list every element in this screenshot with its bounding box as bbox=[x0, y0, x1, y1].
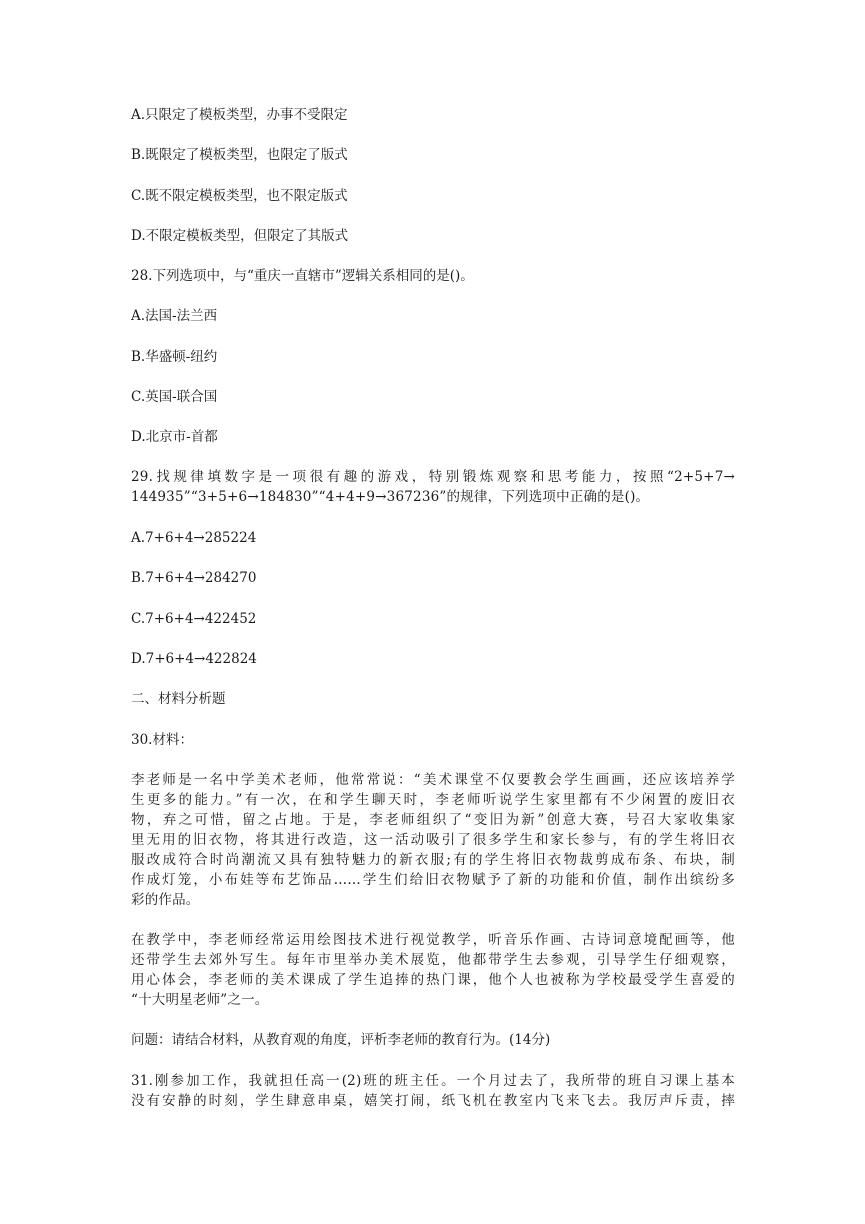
q28-option-c: C.英国-联合国 bbox=[131, 389, 218, 405]
q28-stem: 28.下列选项中，与“重庆一直辖市”逻辑关系相同的是()。 bbox=[131, 268, 474, 284]
paragraph-line: “十大明星老师”之一。 bbox=[131, 992, 269, 1008]
q28-option-a: A.法国-法兰西 bbox=[131, 308, 218, 324]
paragraph-line: 里无用的旧衣物，将其进行改造，这一活动吸引了很多学生和家长参与，有的学生将旧衣 bbox=[131, 832, 735, 848]
q31-stem bbox=[131, 1071, 735, 1111]
paragraph-line: 用心体会，李老师的美术课成了学生追捧的热门课，他个人也被称为学校最受学生喜爱的 bbox=[131, 972, 735, 988]
paragraph-line: 物，弃之可惜，留之占地。于是，李老师组织了“变旧为新”创意大赛，号召大家收集家 bbox=[131, 812, 735, 828]
q27-option-a: A.只限定了模板类型，办事不受限定 bbox=[131, 107, 348, 123]
paragraph-line: 没有安静的时刻，学生肆意串桌，嬉笑打闹，纸飞机在教室内飞来飞去。我厉声斥责，摔 bbox=[131, 1093, 735, 1109]
q30-question: 问题：请结合材料，从教育观的角度，评析李老师的教育行为。(14分) bbox=[131, 1032, 551, 1048]
paragraph-line: 李老师是一名中学美术老师，他常常说：“美术课堂不仅要教会学生画画，还应该培养学 bbox=[131, 772, 735, 788]
q29-option-a: A.7+6+4→285224 bbox=[131, 530, 257, 546]
section-title: 二、材料分析题 bbox=[131, 691, 226, 707]
q29-option-c: C.7+6+4→422452 bbox=[131, 611, 257, 627]
paragraph-line: 彩的作品。 bbox=[131, 892, 200, 908]
q29-option-b: B.7+6+4→284270 bbox=[131, 570, 257, 586]
q29-stem bbox=[131, 467, 735, 507]
q29-stem-line: 29.找规律填数字是一项很有趣的游戏，特别锻炼观察和思考能力，按照“2+5+7→ bbox=[131, 469, 735, 485]
paragraph-line: 31.刚参加工作，我就担任高一(2)班的班主任。一个月过去了，我所带的班自习课上基本 bbox=[131, 1073, 735, 1089]
q27-option-b: B.既限定了模板类型，也限定了版式 bbox=[131, 147, 348, 163]
q30-material-paragraph-2 bbox=[131, 930, 735, 1010]
paragraph-line: 服改成符合时尚潮流又具有独特魅力的新衣服;有的学生将旧衣物裁剪成布条、布块，制 bbox=[131, 852, 735, 868]
q29-option-d: D.7+6+4→422824 bbox=[131, 651, 257, 667]
q28-option-d: D.北京市-首都 bbox=[131, 429, 218, 445]
q27-option-d: D.不限定模板类型，但限定了其版式 bbox=[131, 228, 349, 244]
paragraph-line: 在教学中，李老师经常运用绘图技术进行视觉教学，听音乐作画、古诗词意境配画等，他 bbox=[131, 932, 735, 948]
q30-label: 30.材料： bbox=[131, 732, 193, 748]
q30-material-paragraph-1 bbox=[131, 770, 735, 910]
q27-option-c: C.既不限定模板类型，也不限定版式 bbox=[131, 188, 348, 204]
q29-stem-line: 144935”“3+5+6→184830”“4+4+9→367236”的规律，下列选项中正确的是()。 bbox=[131, 489, 650, 505]
paragraph-line: 还带学生去郊外写生。每年市里举办美术展览，他都带学生去参观，引导学生仔细观察， bbox=[131, 952, 735, 968]
paragraph-line: 生更多的能力。”有一次，在和学生聊天时，李老师听说学生家里都有不少闲置的废旧衣 bbox=[131, 792, 735, 808]
q28-option-b: B.华盛顿-纽约 bbox=[131, 349, 218, 365]
paragraph-line: 作成灯笼，小布娃等布艺饰品……学生们给旧衣物赋予了新的功能和价值，制作出缤纷多 bbox=[131, 872, 735, 888]
